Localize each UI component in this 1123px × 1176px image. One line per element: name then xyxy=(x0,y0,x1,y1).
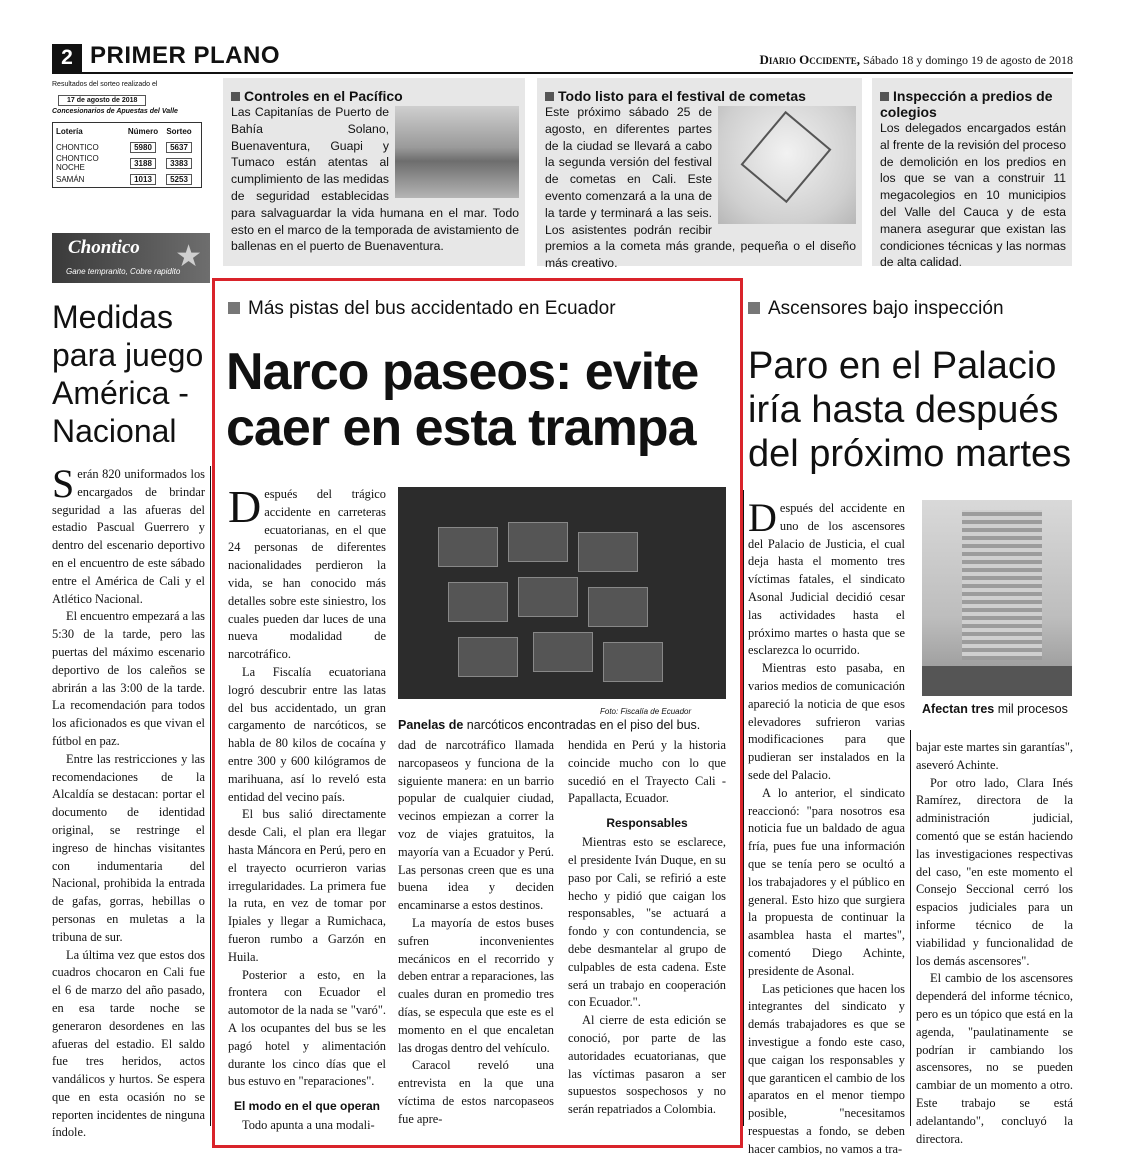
chontico-logo xyxy=(52,233,210,283)
paragraph: Caracol reveló una entrevista en la que una víctima de estos narcopaseos fue apre- xyxy=(398,1058,554,1126)
right-column-1 xyxy=(748,495,905,1158)
star-icon: ★ xyxy=(175,240,202,273)
paragraph: Por otro lado, Clara Inés Ramírez, directora de la administración judicial, comentó que se están haciendo las investigaciones respectivas del caso, "en este momento el Consejo Seccional cerró los espacios judiciales para un informe técnico de la viabilidad y funcionalidad de los demás ascensores". xyxy=(916,775,1073,968)
lottery-name: SAMÁN xyxy=(56,174,85,184)
caption-bold: Panelas de xyxy=(398,718,464,732)
brief-kite-festival xyxy=(537,78,862,271)
lottery-table xyxy=(52,122,202,188)
lottery-number: 1013 xyxy=(130,174,156,185)
paragraph: erán 820 uniformados los encargados de brindar seguridad a las afueras del estadio Pascual Guerrero y dentro del escenario deportivo en el encuentro de este sábado entre el América de Cali y el Atlético Nacional. xyxy=(52,467,205,606)
paragraph: espués del accidente en uno de los ascensores del Palacio de Justicia, el cual deja hasta el momento tres víctimas fatales, el sindicato Asonal Judicial decidió cesar las actividades hasta el próximo martes o hasta que se esclarezca lo ocurrido. xyxy=(748,501,905,658)
drug-packages-photo xyxy=(398,487,726,699)
paragraph: espués del trágico accidente en carreteras ecuatorianas, en el que 24 personas de diferentes nacionalidades perdieron la vida, se han conocido más detalles sobre este siniestro, los cuales pueden dar luces de una nueva modalidad de narcotráfico. xyxy=(228,487,386,662)
drop-cap: S xyxy=(52,461,75,506)
left-article-body xyxy=(52,461,205,1142)
paragraph: Todo apunta a una modali- xyxy=(242,1118,375,1133)
paragraph: Mientras esto pasaba, en varios medios de comunicación apareció la noticia de que esos elevadores sufrieron varias modificaciones para que pudieran ser instalados en la sede del Palacio. xyxy=(748,661,905,782)
paragraph: La última vez que estos dos cuadros chocaron en Cali fue el 6 de marzo del año pasado, en esa tarde noche se generaron desordenes en las afueras del estadio. El saldo fue tres heridos, actos vandálicos y hurtos. Se espera que en esta ocasión no se reporten incidentes de ninguna índole. xyxy=(52,947,205,1140)
brief-text: Este próximo sábado 25 de agosto, en diferentes partes de la ciudad se llevará a cabo la segunda versión del festival de cometas en Cali. Este evento comenzará a la una de la tarde y terminará a las seis. Los asistentes podrán recibir premios a la cometa más grande, pequeña o el diseño más creativo. xyxy=(545,105,856,271)
column-divider xyxy=(210,466,211,1126)
column-header: Sorteo xyxy=(166,126,192,136)
brief-text: Los delegados encargados están al frente de la revisión del proceso de demolición en los predios en los que se van a construir 11 megacolegios en 10 municipios del Valle del Cauca y de esta manera asegurar que existan las condiciones técnicas y las normas de alta calidad. xyxy=(880,121,1066,270)
paragraph: Al cierre de esta edición se conoció, por parte de las autoridades ecuatorianas, que las víctimas pasaron a ser supuestos sospechosos y no serán repatriados a Colombia. xyxy=(568,1013,726,1117)
square-bullet-icon xyxy=(748,302,760,314)
paragraph: Mientras esto se esclarece, el presidente Iván Duque, en su paso por Cali, se refirió a este hecho y pidió que caigan los responsables, "se actuará a fondo y con contundencia, se debe desmantelar al grupo de culpables de esta cadena. Este será un trabajo en cooperación con Ecuador.". xyxy=(568,835,726,1010)
brief-pacific-controls xyxy=(223,78,525,266)
lottery-date: 17 de agosto de 2018 xyxy=(58,95,146,106)
column-divider xyxy=(743,490,744,1126)
chontico-slogan: Gane tempranito, Cobre rapidito xyxy=(66,267,181,276)
paragraph: A lo anterior, el sindicato reaccionó: "para nosotros esa noticia fue un baldado de agua fría, pues fue una información que se tenía pero se ocultó a los trabajadores y el público en general. Esto hizo que surgiera la propuesta de continuar la asamblea hasta el martes", comentó Diego Achinte, presidente de Asonal. xyxy=(748,785,905,978)
lottery-draw: 5253 xyxy=(166,174,192,185)
boat-photo xyxy=(395,106,519,198)
center-column-2 xyxy=(398,737,554,1129)
lottery-intro: Resultados del sorteo realizado el xyxy=(52,81,158,88)
paragraph: hendida en Perú y la historia coincide mucho con lo que sucedió en el Trayecto Cali - Papallacta, Ecuador. xyxy=(568,738,726,806)
drop-cap: D xyxy=(748,495,777,540)
header-rule xyxy=(52,72,1073,74)
paragraph: El bus salió directamente desde Cali, el plan era llegar hasta Máncora en Perú, pero en el trayecto ocurrieron varias irregularidades. La primera fue la ruta, en vez de tomar por Ipiales y llegar a Rumichaca, fueron rumbo a Garzón en Huila. xyxy=(228,807,386,964)
paragraph: La mayoría de estos buses sufren inconvenientes mecánicos en el recorrido y deben entrar a reparaciones, las cuales duran en promedio tres días, se especula que este es el momento en el que encaletan las drogas dentro del vehículo. xyxy=(398,915,554,1055)
lottery-draw: 5637 xyxy=(166,142,192,153)
drop-cap: D xyxy=(228,481,262,532)
kite-icon xyxy=(741,111,832,203)
caption-text: mil procesos xyxy=(994,702,1068,716)
kicker-text: Más pistas del bus accidentado en Ecuador xyxy=(248,298,616,319)
issue-date: Sábado 18 y domingo 19 de agosto de 2018 xyxy=(860,53,1073,67)
brief-title: Controles en el Pacífico xyxy=(244,88,403,104)
square-bullet-icon xyxy=(880,92,889,101)
right-headline: Paro en el Palacio iría hasta después del próximo martes xyxy=(748,345,1072,475)
lottery-name: CHONTICO NOCHE xyxy=(56,154,99,172)
square-bullet-icon xyxy=(545,92,554,101)
paragraph: El encuentro empezará a las 5:30 de la tarde, pero las puertas del máximo escenario deportivo de los caleños se abrirán a las 3:00 de la tarde. La recomendación para todos los aficionados es que vivan el fútbol en paz. xyxy=(52,609,205,748)
paragraph: Entre las restricciones y las recomendaciones de la Alcaldía se destacan: portar el documento de identidad original, se restringe el ingreso de hinchas visitantes con indumentaria del Nacional, prohibida la entrada de gafas, gorras, hebillas o personas en muletas a la tribuna de sur. xyxy=(52,751,205,944)
newspaper-name: Diario Occidente, xyxy=(759,52,861,67)
table-row xyxy=(53,171,201,187)
right-column-2 xyxy=(916,739,1073,1148)
photo-caption xyxy=(398,718,728,732)
paragraph: bajar este martes sin garantías", aseveró Achinte. xyxy=(916,740,1073,772)
left-headline: Medidas para juego América - Nacional xyxy=(52,299,204,449)
column-header: Número xyxy=(127,126,159,136)
chontico-logo-name: Chontico xyxy=(68,237,140,258)
lottery-number: 5980 xyxy=(130,142,156,153)
caption-bold: Afectan tres xyxy=(922,702,995,716)
paragraph: El cambio de los ascensores dependerá del informe técnico, pero es un tópico que está en la agenda, "paulatinamente se podrían ir cambiando los ascensores, no se pueden cambiar de un momento a otro. Este trabajo se está adelantando", concluyó la directora. xyxy=(916,971,1073,1146)
paragraph: dad de narcotráfico llamada narcopaseos y funciona de la siguiente manera: en un barrio popular de cualquier ciudad, vecinos empiezan a correr la voz de viajes gratuitos, la mayoría van a Ecuador y Perú. Las personas creen que es una buena idea y deciden encaminarse a estos destinos. xyxy=(398,738,554,913)
paragraph: Posterior a esto, en la frontera con Ecuador el automotor de la nada se "varó". A los ocupantes del bus se les pagó hotel y alimentación durante los cinco días que el bus estuvo en "reparaciones". xyxy=(228,967,386,1089)
masthead xyxy=(760,52,1074,68)
brief-title: Inspección a predios de colegios xyxy=(880,88,1053,120)
page-number: 2 xyxy=(52,44,82,72)
center-headline: Narco paseos: evite caer en esta trampa xyxy=(226,343,699,457)
palace-building-photo xyxy=(922,500,1072,696)
paragraph: Las peticiones que hacen los integrantes del sindicato y demás trabajadores es que se investigue a fondo este caso, que caigan los responsables y que garanticen el cambio de los aparatos en el menor tiempo posible, "necesitamos respuestas a fondo, se deben hacer cambios, no vamos a tra- xyxy=(748,981,905,1156)
lottery-concessionaire: Concesionarios de Apuestas del Valle xyxy=(52,108,178,115)
brief-text: Las Capitanías de Puerto de Bahía Solano, Buenaventura, Guapi y Tumaco están atentas al cumplimiento de las medidas de seguridad establecidas para salvaguardar la vida humana en el mar. Todo esto en el marco de la temporada de avistamiento de ballenas en el puerto de Buenaventura. xyxy=(231,105,519,254)
lottery-number: 3188 xyxy=(130,158,156,169)
table-row xyxy=(53,139,201,155)
photo-credit: Foto: Fiscalía de Ecuador xyxy=(600,707,692,716)
center-kicker xyxy=(228,298,616,320)
brief-title: Todo listo para el festival de cometas xyxy=(558,88,806,104)
column-header: Lotería xyxy=(56,126,83,136)
photo-caption xyxy=(922,702,1072,716)
kite-photo xyxy=(718,106,856,224)
table-row xyxy=(53,155,201,171)
square-bullet-icon xyxy=(228,302,240,314)
paragraph: La Fiscalía ecuatoriana logró descubrir entre las latas del bus accidentado, un gran cargamento de narcóticos, se habla de 80 kilos de cocaína y entre 300 y 600 kilógramos de marihuana, así lo reveló esta entidad del vecino país. xyxy=(228,664,386,804)
section-title: PRIMER PLANO xyxy=(90,42,281,69)
square-bullet-icon xyxy=(231,92,240,101)
subheading: Responsables xyxy=(606,816,688,831)
caption-text: narcóticos encontradas en el piso del bus. xyxy=(463,718,701,732)
subheading: El modo en el que operan xyxy=(233,1099,381,1114)
lottery-table-header xyxy=(53,123,201,139)
center-column-1 xyxy=(228,481,386,1135)
kicker-text: Ascensores bajo inspección xyxy=(768,298,1004,319)
center-column-3 xyxy=(568,737,726,1119)
lottery-name: CHONTICO xyxy=(56,142,99,152)
column-divider xyxy=(910,730,911,1126)
lottery-draw: 3383 xyxy=(166,158,192,169)
brief-school-inspection xyxy=(872,78,1072,270)
right-kicker xyxy=(748,298,1004,320)
